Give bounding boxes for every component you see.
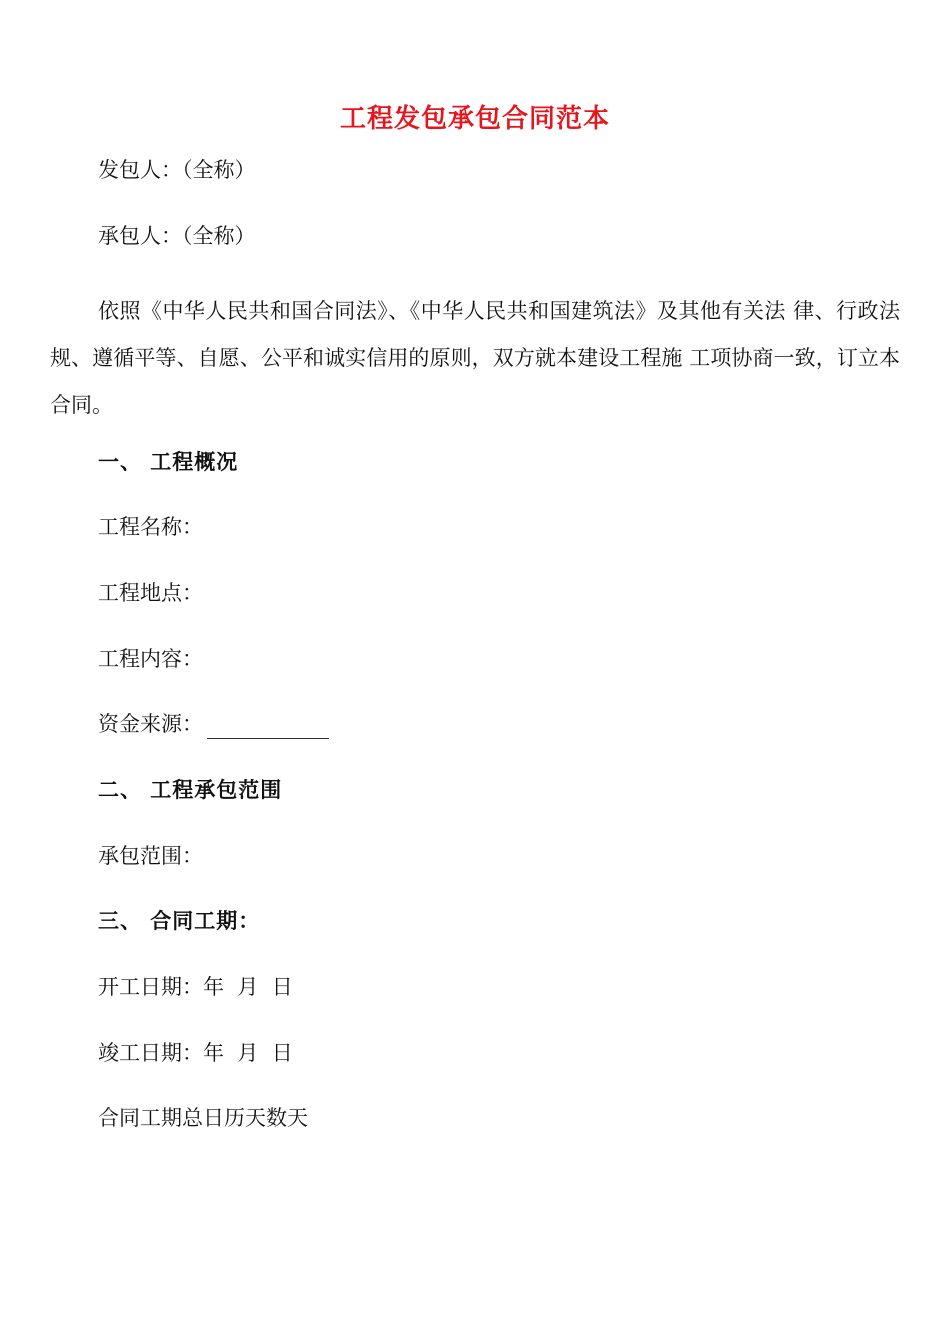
section1-heading: 一、 工程概况 (98, 450, 239, 474)
total-days-line: 合同工期总日历天数天 (98, 1106, 308, 1130)
document-title: 工程发包承包合同范本 (339, 104, 610, 134)
start-date-line: 开工日期：年 月 日 (98, 975, 293, 999)
project-location-line: 工程地点： (98, 581, 203, 605)
project-name-line: 工程名称： (98, 515, 203, 539)
funding-source-line (98, 709, 329, 739)
section2-heading: 二、 工程承包范围 (98, 778, 283, 802)
contract-scope-line: 承包范围： (98, 844, 203, 868)
section3-heading: 三、 合同工期： (98, 909, 261, 933)
funding-source-blank (207, 716, 329, 739)
project-content-line: 工程内容： (98, 647, 203, 671)
funding-source-label: 资金来源： (98, 712, 203, 736)
completion-date-line: 竣工日期：年 月 日 (98, 1041, 293, 1065)
contractor-line: 承包人：（全称） (98, 224, 256, 248)
preamble-paragraph: 依照《中华人民共和国合同法》、《中华人民共和国建筑法》及其他有关法 律、行政法规、遵循平等、自愿、公平和诚实信用的原则，双方就本建设工程施 工项协商一致，订立本合同。 (50, 299, 900, 417)
employer-line: 发包人：（全称） (98, 158, 256, 182)
